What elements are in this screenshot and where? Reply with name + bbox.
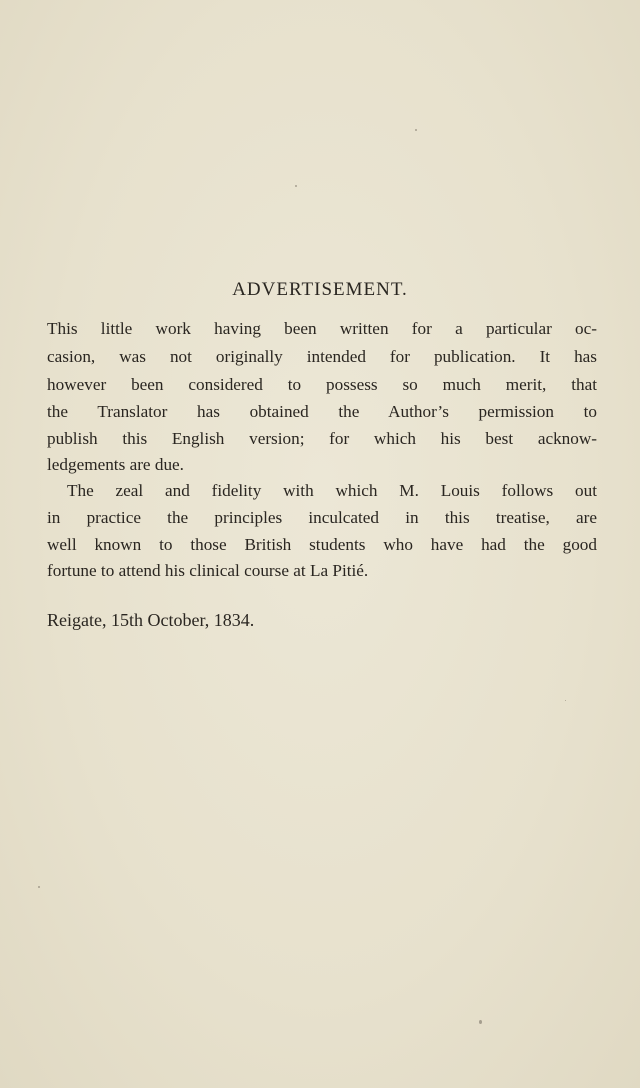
paragraph-2-line-2: in practice the principles inculcated in this treatise, are: [47, 508, 597, 527]
paragraph-2-line-4: fortune to attend his clinical course at La Pitié.: [47, 561, 369, 580]
paragraph-1-line-5: publish this English version; for which his best acknow-: [47, 429, 597, 448]
advertisement-heading: ADVERTISEMENT.: [232, 279, 408, 300]
signature-line: Reigate, 15th October, 1834.: [47, 610, 255, 630]
paragraph-1-line-1: This little work having been written for a particular oc-: [47, 319, 597, 338]
paragraph-1-line-6: ledgements are due.: [47, 455, 184, 474]
paper-speck: [479, 1020, 482, 1024]
paragraph-1-line-4: the Translator has obtained the Author’s permission to: [47, 402, 597, 421]
paragraph-2-line-1: The zeal and fidelity with which M. Louis follows out: [67, 481, 597, 500]
paper-speck: [415, 129, 417, 131]
paper-speck: [565, 700, 566, 701]
paragraph-1-line-3: however been considered to possess so much merit, that: [47, 375, 597, 394]
paragraph-1-line-2: casion, was not originally intended for publication. It has: [47, 347, 597, 366]
paragraph-2-line-3: well known to those British students who have had the good: [47, 535, 597, 554]
paper-speck: [295, 185, 297, 187]
paper-speck: [38, 886, 40, 888]
